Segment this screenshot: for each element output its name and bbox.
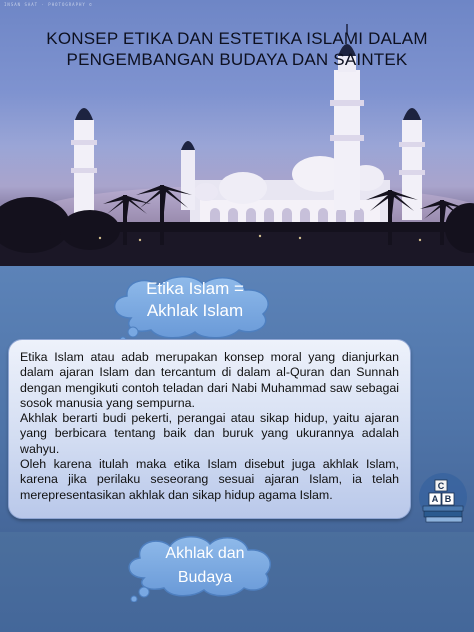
bubble-heading [120,278,270,322]
title-line-1: KONSEP ETIKA DAN ESTETIKA ISLAMI DALAM [46,29,428,48]
paragraph-etika: Etika Islam atau adab merupakan konsep moral yang dianjurkan dalam ajaran Islam dan tercantum di dalam al-Quran dan Sunnah dengan mengikuti contoh teladan dari Nabi Muhammad saw sebagai sosok manusia yang sempurna. [20,350,399,410]
abc-books-icon [418,471,468,532]
bubble2-line-2: Budaya [177,569,233,586]
content-box [8,339,411,519]
title-line-2: PENGEMBANGAN BUDAYA DAN SAINTEK [66,50,408,69]
bubble-line-1: Etika Islam = [146,279,244,298]
photo-watermark: INSAN SAAT · PHOTOGRAPHY © [4,2,93,7]
bubble-heading-2 [140,542,270,590]
block-letter-a: A [431,494,439,504]
paragraph-kesimpulan: Oleh karena itulah maka etika Islam disebut juga akhlak Islam, karena jika perilaku seseorang sesuai ajaran Islam, ia telah merepresentasikan akhlak dan sikap hidup agama Islam. [20,457,399,502]
slide-akhlak-budaya [0,532,474,632]
slide-etika-islam [0,266,474,532]
block-letter-b: B [444,494,452,504]
bubble-line-2: Akhlak Islam [146,301,244,320]
bubble2-line-1: Akhlak dan [165,545,245,562]
slide-title [0,0,474,266]
paragraph-akhlak: Akhlak berarti budi pekerti, perangai atau sikap hidup, yaitu ajaran yang berbicara tentang baik dan buruk yang ukurannya adalah wahyu. [20,411,399,456]
block-letter-c: C [437,481,445,491]
slide-title-text [10,28,464,70]
